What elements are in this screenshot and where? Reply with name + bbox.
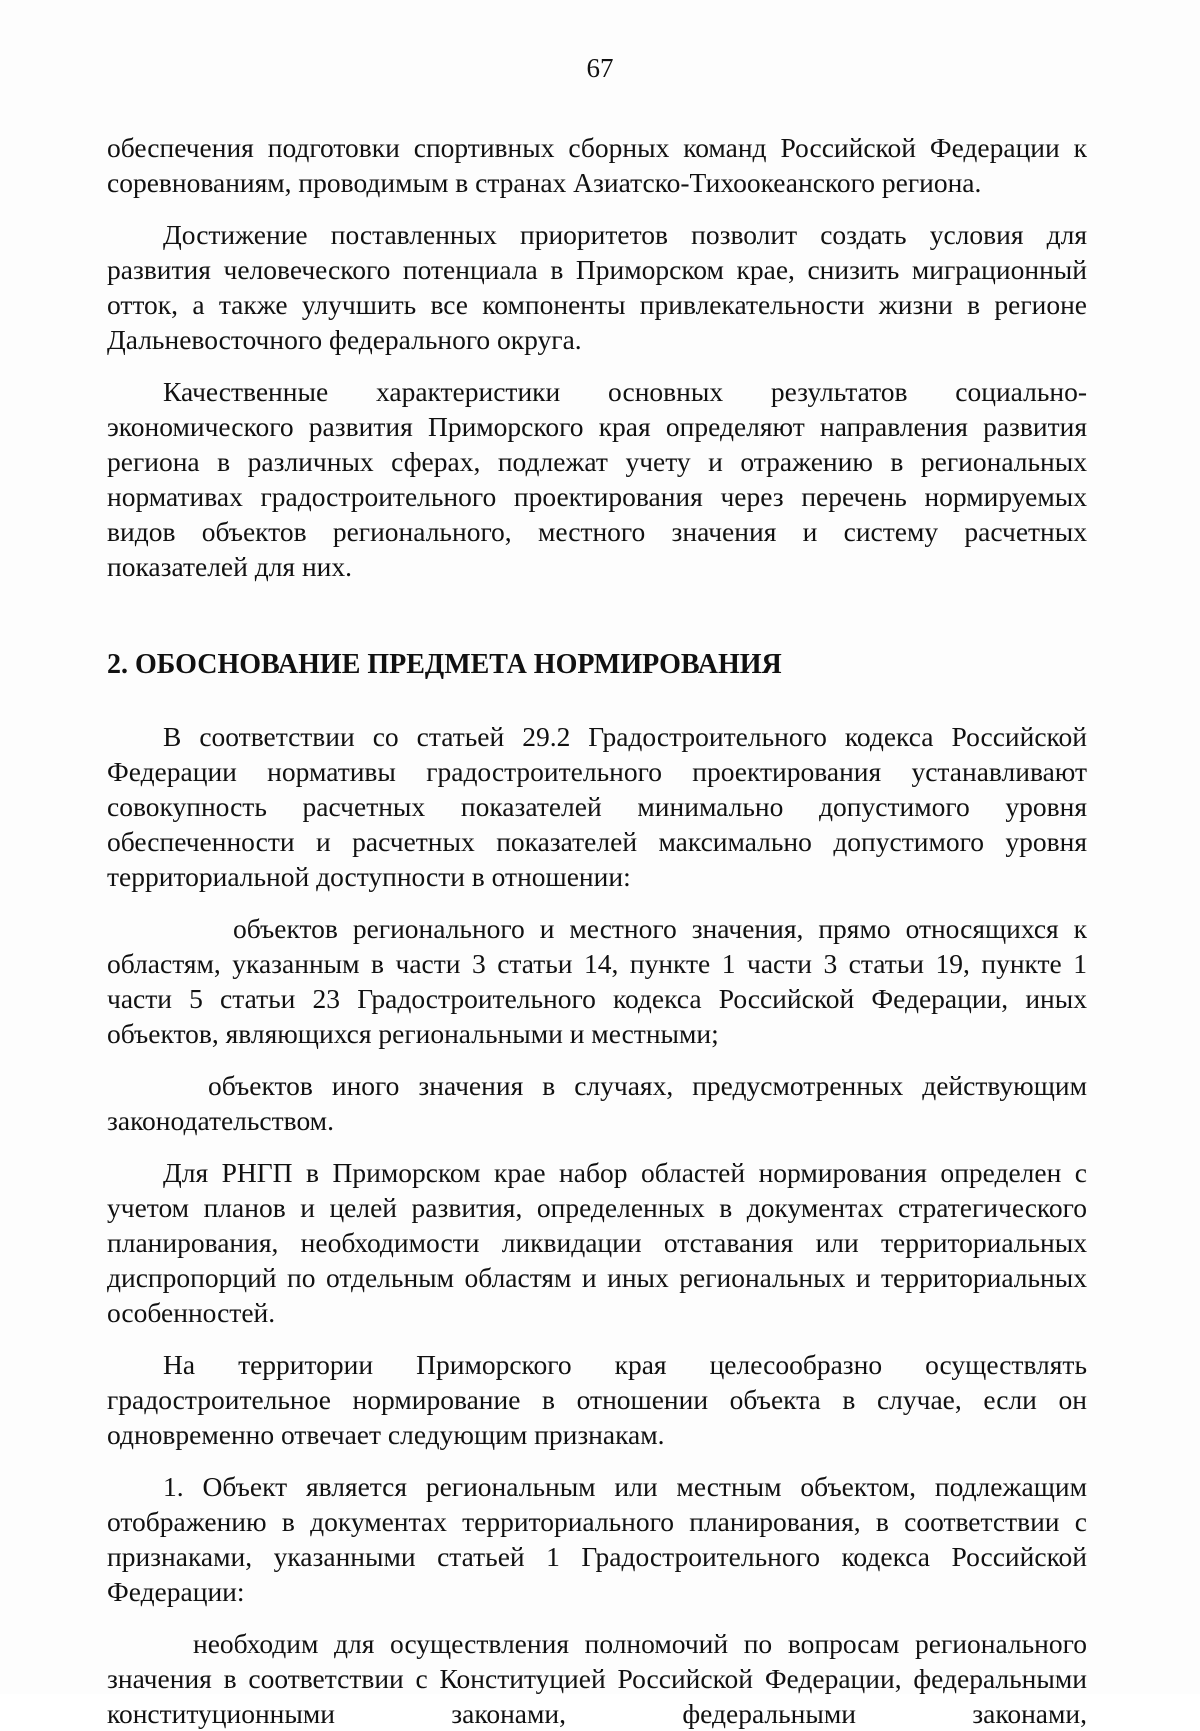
list-item: объектов иного значения в случаях, предусмотренных действующим законодательством.: [107, 1070, 1087, 1136]
numbered-item: 1. Объект является региональным или местным объектом, подлежащим отображению в документах территориального планирования, в соответствии с признаками, указанными статьей 1 Градостроительного кодекса Российской Федерации:: [107, 1471, 1087, 1607]
paragraph: На территории Приморского края целесообразно осуществлять градостроительное нормирование в отношении объекта в случае, если он одновременно отвечает следующим признакам.: [107, 1349, 1087, 1450]
document-body: [107, 130, 1087, 1731]
paragraph: Для РНГП в Приморском крае набор областей нормирования определен с учетом планов и целей развития, определенных в документах стратегического планирования, необходимости ликвидации отставания или территориальных диспропорций по отдельным областям и иных региональных и территориальных особенностей.: [107, 1157, 1087, 1328]
paragraph: Достижение поставленных приоритетов позволит создать условия для развития человеческого потенциала в Приморском крае, снизить миграционный отток, а также улучшить все компоненты привлекательности жизни в регионе Дальневосточного федерального округа.: [107, 219, 1087, 355]
page-number: 67: [586, 53, 614, 83]
paragraph: Качественные характеристики основных результатов социально-экономического развития Приморского края определяют направления развития региона в различных сферах, подлежат учету и отражению в региональных нормативах градостроительного проектирования через перечень нормируемых видов объектов регионального, местного значения и систему расчетных показателей для них.: [107, 376, 1087, 582]
paragraph: В соответствии со статьей 29.2 Градостроительного кодекса Российской Федерации нормативы градостроительного проектирования устанавливают совокупность расчетных показателей минимально допустимого уровня обеспеченности и расчетных показателей максимально допустимого уровня территориальной доступности в отношении:: [107, 721, 1087, 892]
paragraph: обеспечения подготовки спортивных сборных команд Российской Федерации к соревнованиям, проводимым в странах Азиатско-Тихоокеанского региона.: [107, 132, 1087, 198]
list-item: объектов регионального и местного значения, прямо относящихся к областям, указанным в части 3 статьи 14, пункте 1 части 3 статьи 19, пункте 1 части 5 статьи 23 Градостроительного кодекса Российской Федерации, иных объектов, являющихся региональными и местными;: [107, 913, 1087, 1049]
section-heading: 2. ОБОСНОВАНИЕ ПРЕДМЕТА НОРМИРОВАНИЯ: [107, 649, 782, 680]
list-item: необходим для осуществления полномочий по вопросам регионального значения в соответствии с Конституцией Российской Федерации, федеральными конституционными законами, федеральными законами,: [107, 1628, 1087, 1729]
